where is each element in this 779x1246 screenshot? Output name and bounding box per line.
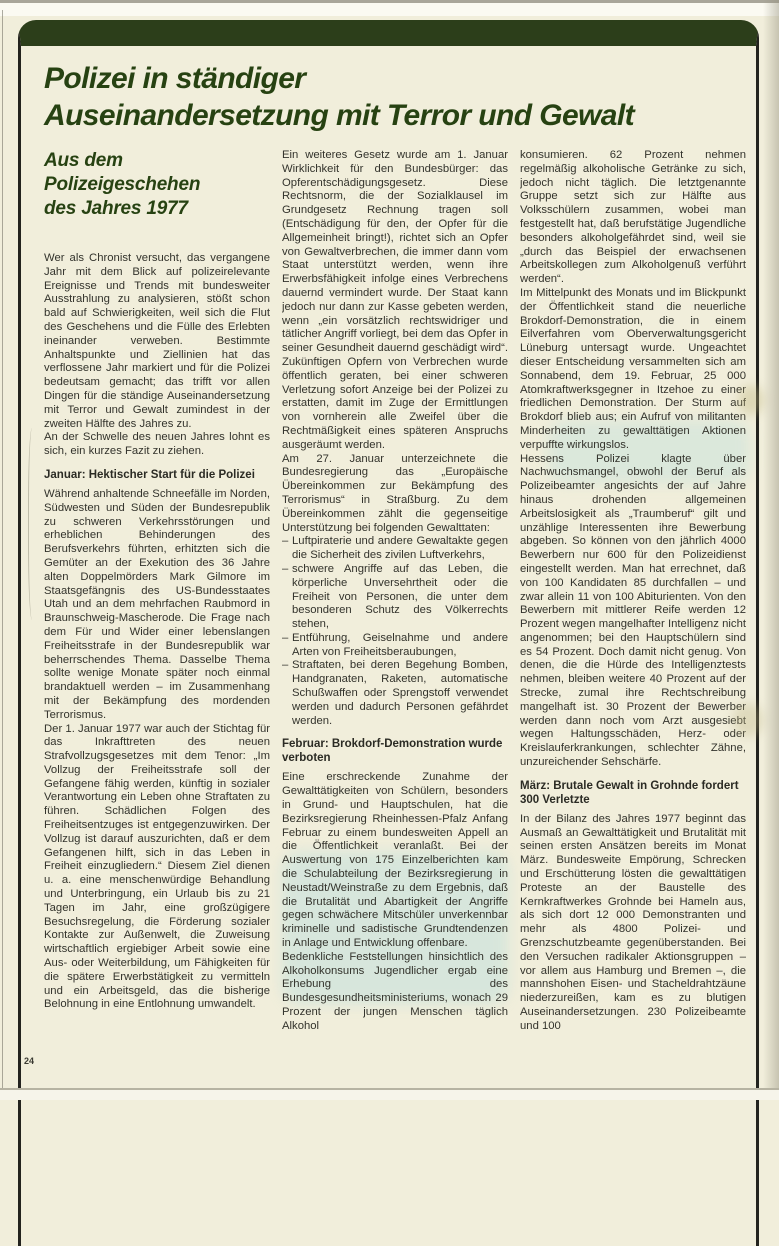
article-title-line1: Polizei in ständiger (44, 62, 306, 95)
paragraph: Der 1. Januar 1977 war auch der Stichtag für das Inkrafttreten des neuen Strafvollzugsgesetzes mit dem Tenor: „Im Vollzug der Freiheitsstrafe soll der Gefangene fähig werden, künftig in sozialer Verantwortung ein Leben ohne Straftaten zu führen. Schädlichen Folgen des Freiheitsentzuges ist entgegenzuwirken. Der Vollzug ist darauf auszurichten, daß er dem Gefangenen hilft, sich in das Leben in Freiheit einzugliedern.“ Diesem Ziel dienen u. a. eine menschenwürdige Behandlung und Unterbringung, ein Urlaub bis zu 21 Tagen im Jahr, eine großzügigere Besuchsregelung, die Förderung sozialer Kontakte zur Außenwelt, die Zuweisung wirtschaftlich ergiebiger Arbeit sowie eine Aus- oder Weiterbildung, um Fähigkeiten für die spätere Erwerbstätigkeit zu vermitteln und ein Arbeitsgeld, das die bisherige Belohnung in eine Entlohnung umwandelt. (44, 722, 270, 1011)
text-column-left (44, 252, 270, 1086)
dash-bullet: – (282, 535, 289, 548)
paragraph: Ein weiteres Gesetz wurde am 1. Januar Wirklichkeit für den Bundesbürger: das Opferentschädigungsgesetz. Diese Rechtsnorm, die der Sozialklausel im Grundgesetz Rechnung tragen soll (Entschädigung für den, der Opfer für die Allgemeinheit bringt!), richtet sich an Opfer von Gewaltverbrechen, die immer dann vom Staat unterstützt werden, wenn ihre Erwerbsfähigkeit infolge eines Verbrechens dauernd vermindert wurde. Der Staat kann jedoch nur dann zur Kasse gebeten werden, wenn „ein vorsätzlich rechtswidriger und tätlicher Angriff vorliegt, bei dem das Opfer in seiner Gesundheit dauernd geschädigt wird“. Zukünftigen Opfern von Verbrechen wurde öffentlich geraten, bei einer schweren Verletzung sofort Anzeige bei der Polizei zu erstatten, damit im Zuge der Ermittlungen von vornherein alle Zweifel über die Rechtmäßigkeit eines späteren Anspruchs ausgeräumt werden. (282, 149, 508, 451)
section-heading: März: Brutale Gewalt in Grohnde fordert 300 Verletzte (520, 779, 739, 806)
scan-right-edge (763, 0, 779, 1100)
scan-bottom-edge (0, 1088, 779, 1100)
article-title (44, 60, 744, 134)
bullet-text: schwere Angriffe auf das Leben, die körperliche Unversehrtheit oder die Freiheit von Personen, die unter dem besonderen Schutz des Völkerrechts stehen, (292, 562, 508, 631)
paragraph: Hessens Polizei klagte über Nachwuchsmangel, obwohl der Beruf als Polizeibeamter angesichts der auf Jahre hinaus drohenden allgemeinen Arbeitslosigkeit als „Traumberuf“ gilt und unzählige Interessenten ihre Bewerbung abgeben. So können von den jährlich 4000 Bewerbern nur 600 für den Polizeidienst eingestellt werden. Man hat errechnet, daß von 100 Kandidaten 85 durchfallen – und zwar allein 11 von 100 Abiturienten. Von den Bewerbern mit mittlerer Reife werden 12 Prozent wegen mangelhafter Intelligenz nicht angenommen; bei den Hauptschülern sind es 54 Prozent. Doch damit nicht genug. Von denen, die die Hürde des Intelligenztests nehmen, bleiben weitere 40 Prozent auf der Strecke, zumal ihre Rechtschreibung mangelhaft ist. 30 Prozent der Bewerber werden dann noch vom Arzt ausgesiebt wegen Haltungsschäden, Herz- oder Kreislauferkrankungen, schlechter Zähne, unzureichender Sehschärfe. (520, 452, 746, 769)
kicker-line: Aus dem (44, 150, 123, 171)
bullet-list-item (282, 563, 508, 632)
text-column-right (520, 149, 746, 1088)
bullet-list-item (282, 659, 508, 728)
text-column-middle (282, 149, 508, 1088)
paragraph: Im Mittelpunkt des Monats und im Blickpunkt der Öffentlichkeit stand die neuerliche Brokdorf-Demonstration, die in einem Eilverfahren vom Oberverwaltungsgericht Lüneburg untersagt wurde. Ungeachtet dieser Entscheidung versammelten sich am Sonnabend, dem 19. Februar, 25 000 Atomkraftwerksgegner in Itzehoe zu einer friedlichen Demonstration. Der Sturm auf Brokdorf blieb aus; ein Aufruf von militanten Minderheiten zu gewalttätigen Aktionen verpuffte wirkungslos. (520, 286, 746, 451)
bullet-list (282, 535, 508, 728)
bullet-text: Straftaten, bei deren Begehung Bomben, Handgranaten, Raketen, automatische Schußwaffen oder Sprengstoff verwendet werden und dadurch Personen gefährdet werden. (292, 659, 508, 727)
kicker-line: des Jahres 1977 (44, 198, 188, 219)
bullet-list-item (282, 535, 508, 563)
kicker-line: Polizeigeschehen (44, 174, 201, 195)
article-kicker (44, 149, 274, 221)
scan-left-edge (2, 10, 3, 1100)
bullet-list-item (282, 632, 508, 660)
dash-bullet: – (282, 562, 289, 575)
paragraph: Am 27. Januar unterzeichnete die Bundesregierung das „Europäische Übereinkommen zur Bekämpfung des Terrorismus“ in Straßburg. Zu dem Übereinkommen zählt die gegenseitige Unterstützung bei folgenden Gewalttaten: (282, 452, 508, 534)
article-title-line2: Auseinandersetzung mit Terror und Gewalt (44, 99, 634, 132)
dash-bullet: – (282, 631, 289, 644)
margin-smudge (738, 385, 764, 415)
section-heading: Januar: Hektischer Start für die Polizei (44, 468, 255, 481)
bullet-text: Luftpiraterie und andere Gewaltakte gegen die Sicherheit des zivilen Luftverkehrs, (292, 535, 508, 562)
paper-crease (28, 428, 36, 620)
paragraph: Bedenkliche Feststellungen hinsichtlich des Alkoholkonsums Jugendlicher ergab eine Erhebung des Bundesgesundheitsministeriums, wonach 29 Prozent der jungen Menschen täglich Alkohol (282, 950, 508, 1032)
page-number: 24 (24, 1056, 35, 1066)
paragraph: In der Bilanz des Jahres 1977 beginnt das Ausmaß an Gewalttätigkeit und Brutalität mit seinen ersten Ansätzen bereits im Monat März. Bundesweite Empörung, Schrecken und Erschütterung lösten die gewalttätigen Proteste an der Baustelle des Kernkraftwerkes Grohnde bei Hameln aus, als sich dort 12 000 Demonstranten und mehr als 4800 Polizei- und Grenzschutzbeamte gegenüberstanden. Bei den Versuchen radikaler Aktionsgruppen – vor allem aus Hamburg und Bremen –, die mannshohen Eisen- und Stacheldrahtzäune niederzureißen, kam es zu blutigen Auseinandersetzungen. 230 Polizeibeamte und 100 (520, 812, 746, 1032)
section-heading: Februar: Brokdorf-Demonstration wurde verboten (282, 738, 503, 765)
paragraph: Wer als Chronist versucht, das vergangene Jahr mit dem Blick auf polizeirelevante Ereignisse und Trends mit bundesweiter Ausstrahlung zu analysieren, stößt schon bald auf Schwierigkeiten, weil sich die Flut des Geschehens und die Fülle des Erlebten ineinander verweben. Bestimmte Anhaltspunkte und Ziellinien hat das verflossene Jahr markiert und für die Polizei bedeutsam gemacht; das trifft vor allen Dingen für die ständige Auseinandersetzung mit Terror und Gewalt zumindest in der zweiten Hälfte des Jahres zu. (44, 252, 270, 430)
dash-bullet: – (282, 659, 289, 672)
paragraph: An der Schwelle des neuen Jahres lohnt es sich, ein kurzes Fazit zu ziehen. (44, 431, 270, 458)
paragraph: Während anhaltende Schneefälle im Norden, Südwesten und Süden der Bundesrepublik zu schweren Verkehrsstörungen und erheblichen Behinderungen des Berufsverkehrs führten, erhitzten sich die Gemüter an der Exekution des 36 Jahre alten Doppelmörders Mark Gilmore im Staatsgefängnis des US-Bundesstaates Utah und an dem mehrfachen Raubmord in Braunschweig-Mascherode. Die Frage nach dem Für und Wider einer lebenslangen Freiheitsstrafe in der Bundesrepublik war beherrschendes Thema. Dasselbe Thema sollte wenige Monate später noch einmal brandaktuell werden – im Zusammenhang mit der Bekämpfung des mordenden Terrorismus. (44, 487, 270, 721)
scan-top-edge (0, 0, 779, 16)
bullet-text: Entführung, Geiselnahme und andere Arten von Freiheitsberaubungen, (292, 631, 508, 658)
margin-smudge (733, 703, 763, 737)
paragraph: konsumieren. 62 Prozent nehmen regelmäßig alkoholische Getränke zu sich, jedoch nicht täglich. Die letztgenannte Gruppe setzt sich zur Hälfte aus Volksschülern zusammen, wobei man festgestellt hat, daß berufstätige Jugendliche besonders alkoholgefährdet sind, weil sie „durch das Beispiel der erwachsenen Arbeitskollegen zum Alkoholgenuß verführt werden“. (520, 149, 746, 286)
paragraph: Eine erschreckende Zunahme der Gewalttätigkeiten von Schülern, besonders in Grund- und Hauptschulen, hat die Bezirksregierung Rheinhessen-Pfalz Anfang Februar zu einem bundesweiten Appell an die Öffentlichkeit veranlaßt. Bei der Auswertung von 175 Einzelberichten kam die Schulabteilung der Bezirksregierung in Neustadt/Weinstraße zu dem Ergebnis, daß die Brutalität und Abartigkeit der Angriffe gegen schwächere Mitschüler unverkennbar kriminelle und sadistische Grundtendenzen in Anlage und Entwicklung offenbare. (282, 771, 508, 950)
